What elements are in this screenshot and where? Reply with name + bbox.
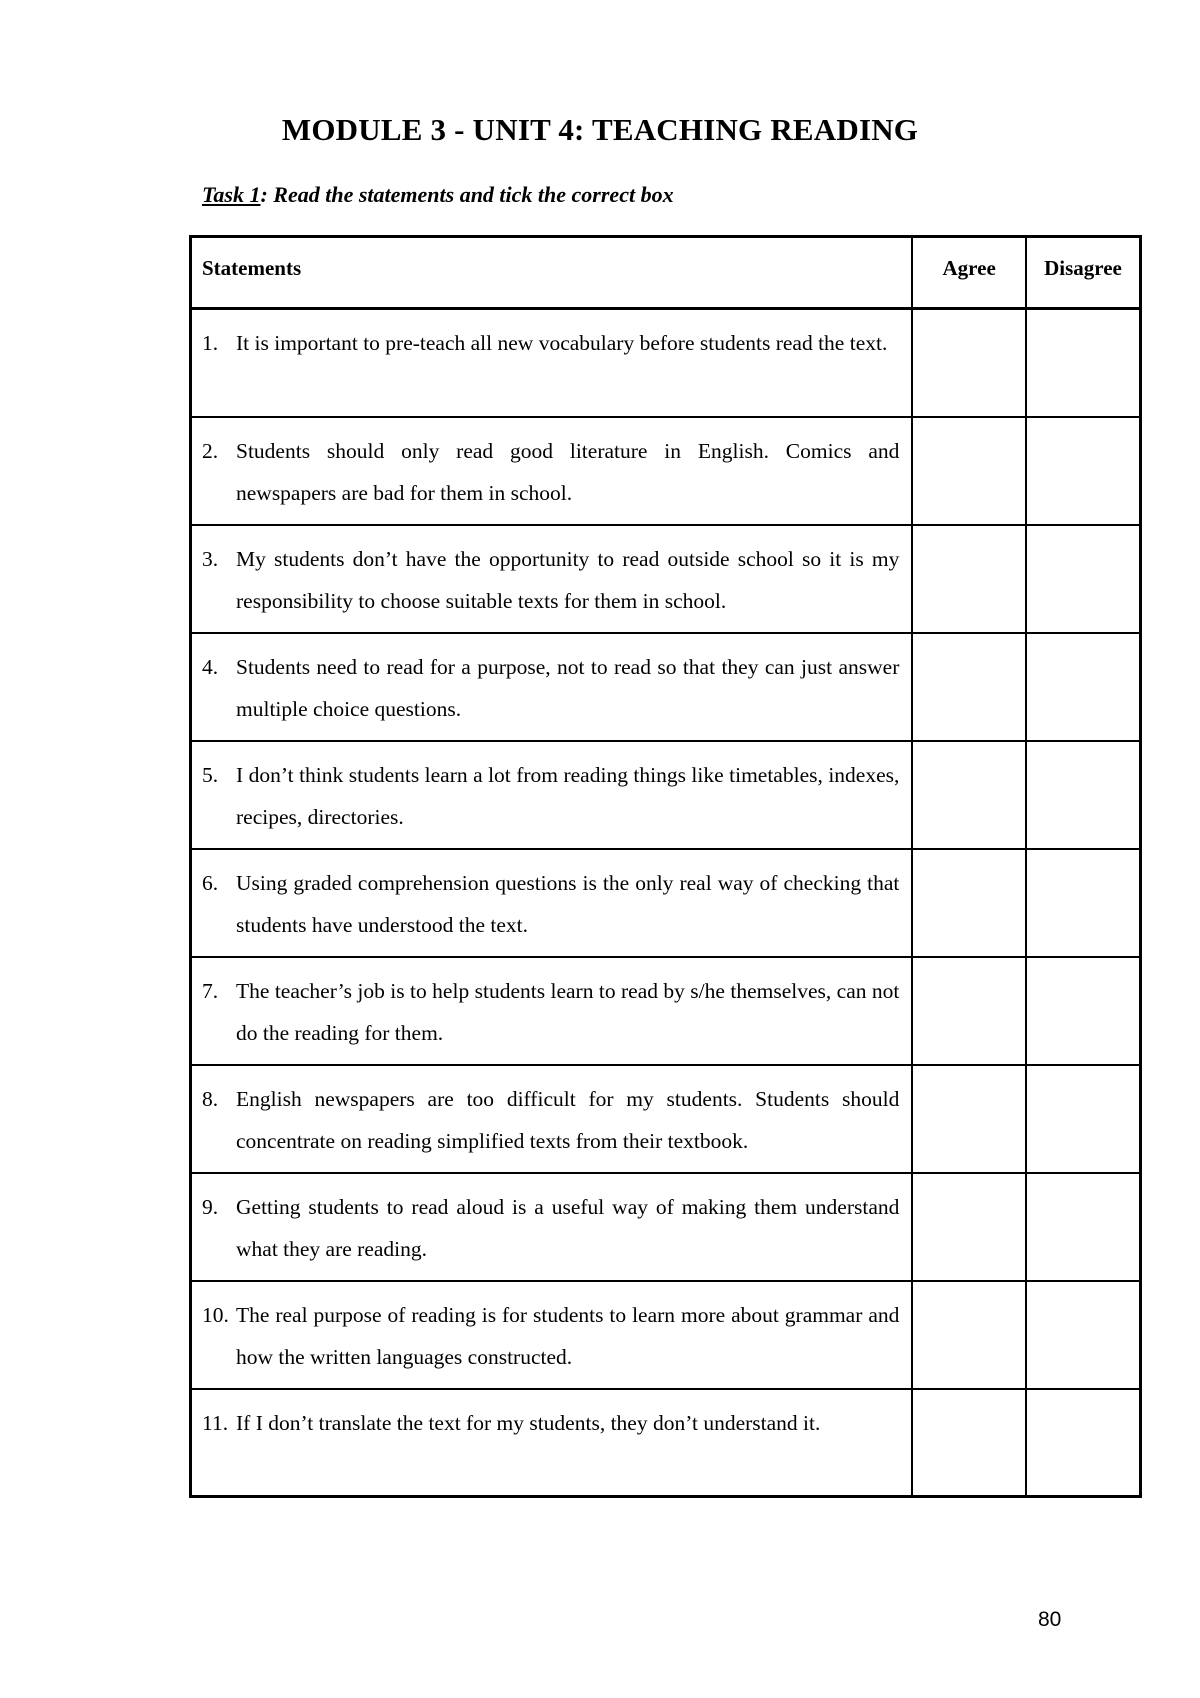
agree-checkbox[interactable] [912, 957, 1026, 1065]
statements-table [189, 235, 1142, 1498]
statement-text: English newspapers are too difficult for my students. Students should concentrate on reading simplified texts from their textbook. [236, 1086, 900, 1153]
statement-cell [191, 417, 913, 525]
table-header-row [191, 237, 1141, 309]
statement-text: Getting students to read aloud is a useful way of making them understand what they are reading. [236, 1194, 900, 1261]
agree-checkbox[interactable] [912, 309, 1026, 417]
agree-checkbox[interactable] [912, 849, 1026, 957]
header-statements: Statements [191, 237, 913, 309]
statement-number: 8. [202, 1086, 219, 1111]
statement-text: Using graded comprehension questions is the only real way of checking that students have understood the text. [236, 870, 900, 937]
statement-cell [191, 1281, 913, 1389]
disagree-checkbox[interactable] [1026, 957, 1141, 1065]
table-row [191, 1173, 1141, 1281]
table-row [191, 309, 1141, 417]
statement-cell [191, 525, 913, 633]
disagree-checkbox[interactable] [1026, 417, 1141, 525]
statement-number: 11. [202, 1410, 229, 1435]
agree-checkbox[interactable] [912, 1281, 1026, 1389]
statement-text: It is important to pre-teach all new vocabulary before students read the text. [236, 331, 888, 355]
statement-cell [191, 1065, 913, 1173]
disagree-checkbox[interactable] [1026, 741, 1141, 849]
statement-text: Students need to read for a purpose, not to read so that they can just answer multiple choice questions. [236, 654, 900, 721]
statement-number: 7. [202, 978, 219, 1003]
header-agree: Agree [912, 237, 1026, 309]
agree-checkbox[interactable] [912, 1173, 1026, 1281]
table-row [191, 849, 1141, 957]
agree-checkbox[interactable] [912, 1065, 1026, 1173]
statement-text: Students should only read good literature in English. Comics and newspapers are bad for them in school. [236, 438, 900, 505]
table-row [191, 1281, 1141, 1389]
statement-number: 10. [202, 1302, 229, 1327]
statement-cell [191, 1173, 913, 1281]
disagree-checkbox[interactable] [1026, 849, 1141, 957]
statement-text: My students don’t have the opportunity to read outside school so it is my responsibility to choose suitable texts for them in school. [236, 546, 900, 613]
task-label: Task 1 [202, 182, 261, 207]
header-disagree: Disagree [1026, 237, 1141, 309]
table-row [191, 1389, 1141, 1497]
statement-cell [191, 849, 913, 957]
table-row [191, 741, 1141, 849]
task-text: : Read the statements and tick the correct box [260, 182, 674, 207]
table-row [191, 1065, 1141, 1173]
agree-checkbox[interactable] [912, 417, 1026, 525]
agree-checkbox[interactable] [912, 525, 1026, 633]
statement-cell [191, 1389, 913, 1497]
statement-number: 1. [202, 331, 219, 355]
table-row [191, 525, 1141, 633]
table-row [191, 417, 1141, 525]
statement-number: 4. [202, 654, 219, 679]
statement-cell [191, 309, 913, 417]
disagree-checkbox[interactable] [1026, 1281, 1141, 1389]
agree-checkbox[interactable] [912, 741, 1026, 849]
table-row [191, 633, 1141, 741]
statement-text: I don’t think students learn a lot from reading things like timetables, indexes, recipes, directories. [236, 762, 900, 829]
disagree-checkbox[interactable] [1026, 1173, 1141, 1281]
statement-text: The teacher’s job is to help students learn to read by s/he themselves, can not do the reading for them. [236, 978, 900, 1045]
statement-number: 5. [202, 762, 219, 787]
page-number: 80 [1038, 1608, 1062, 1631]
statement-cell [191, 957, 913, 1065]
task-instruction [202, 182, 674, 208]
statement-cell [191, 633, 913, 741]
statement-number: 6. [202, 870, 219, 895]
statement-text: If I don’t translate the text for my students, they don’t understand it. [236, 1410, 821, 1435]
page-title: MODULE 3 - UNIT 4: TEACHING READING [281, 112, 919, 147]
statement-number: 9. [202, 1194, 219, 1219]
statement-number: 3. [202, 546, 219, 571]
disagree-checkbox[interactable] [1026, 1065, 1141, 1173]
disagree-checkbox[interactable] [1026, 633, 1141, 741]
disagree-checkbox[interactable] [1026, 525, 1141, 633]
statement-number: 2. [202, 438, 219, 463]
disagree-checkbox[interactable] [1026, 1389, 1141, 1497]
table-row [191, 957, 1141, 1065]
agree-checkbox[interactable] [912, 1389, 1026, 1497]
statement-text: The real purpose of reading is for students to learn more about grammar and how the written languages constructed. [236, 1302, 900, 1369]
statement-cell [191, 741, 913, 849]
agree-checkbox[interactable] [912, 633, 1026, 741]
disagree-checkbox[interactable] [1026, 309, 1141, 417]
